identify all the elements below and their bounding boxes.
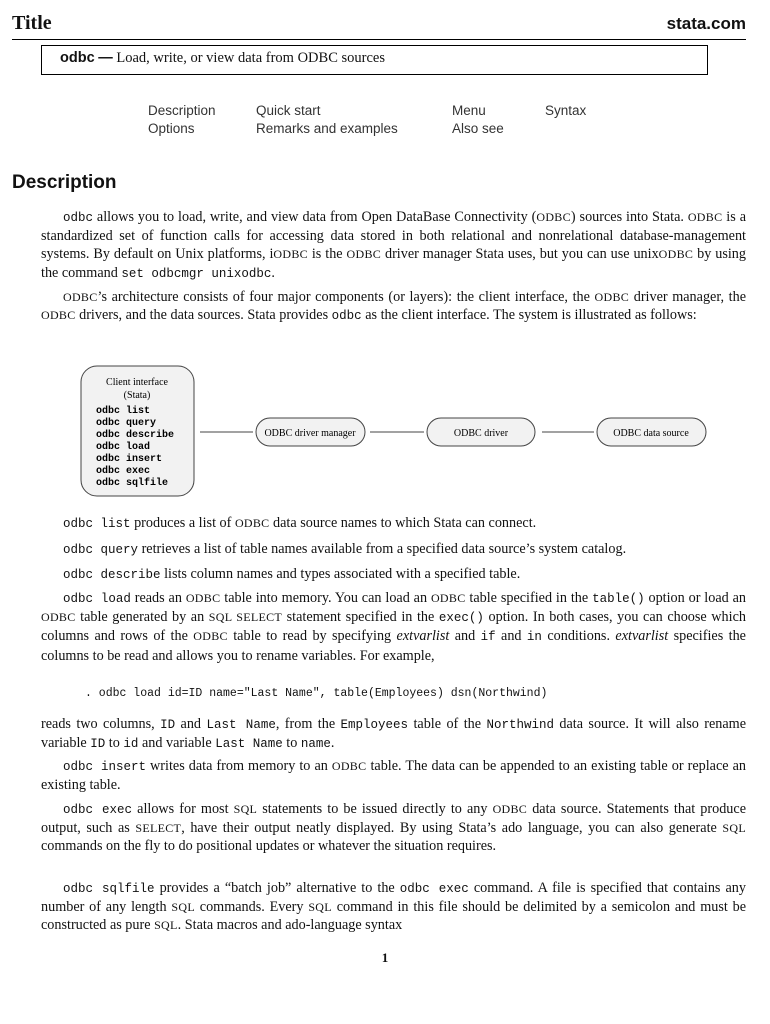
nav-link-also-see[interactable]: Also see xyxy=(452,121,504,136)
diagram-command: odbc exec xyxy=(96,466,151,477)
nav-link-menu[interactable]: Menu xyxy=(452,103,486,118)
header-rule xyxy=(12,39,746,40)
paragraph-architecture: ODBC’s architecture consists of four major components (or layers): the client interface, the ODBC driver manager, the ODBC drivers, and the data sources. Stata provides odbc as the client interface. The system is illustrated as follows: xyxy=(41,289,746,324)
driver-manager-label: ODBC driver manager xyxy=(264,428,356,439)
client-interface-title: Client interface xyxy=(106,377,168,388)
section-title: Title xyxy=(12,12,52,34)
paragraph-load: odbc load reads an ODBC table into memory. You can load an ODBC table specified in the table() option or load an ODBC table generated by an SQL SELECT statement specified in the exec() option. In both cases, you can choose which columns and rows of the ODBC table to read by specifying extvarlist and if and in conditions. extvarlist specifies the columns to be read and allows you to rename variables. For example, xyxy=(41,590,747,664)
client-interface-subtitle: (Stata) xyxy=(123,390,151,401)
driver-label: ODBC driver xyxy=(453,428,509,439)
odbc-architecture-diagram xyxy=(0,355,770,505)
paragraph-insert: odbc insert writes data from memory to an ODBC table. The data can be appended to an existing table or replace an existing table. xyxy=(41,758,746,794)
paragraph-describe: odbc describe lists column names and types associated with a specified table. xyxy=(63,566,521,582)
title-dash: — xyxy=(98,50,113,66)
nav-link-description[interactable]: Description xyxy=(148,103,216,118)
diagram-command: odbc list xyxy=(96,406,151,417)
paragraph-exec: odbc exec allows for most SQL statements to be issued directly to any ODBC data source. Statements that produce output, such as SELECT, have their output neatly displayed. By using Stata’s ado language, you can also generate SQL commands on the fly to do positional updates or whatever the situation requires. xyxy=(41,801,746,855)
command-description: Load, write, or view data from ODBC sources xyxy=(116,50,385,66)
paragraph-list: odbc list produces a list of ODBC data source names to which Stata can connect. xyxy=(63,515,537,531)
diagram-command: odbc describe xyxy=(96,430,175,441)
page-number: 1 xyxy=(381,950,389,965)
diagram-command: odbc insert xyxy=(96,454,163,465)
title-box xyxy=(41,45,708,75)
data-source-label: ODBC data source xyxy=(613,428,689,439)
diagram-command: odbc load xyxy=(96,442,151,453)
nav-link-quick-start[interactable]: Quick start xyxy=(256,103,321,118)
diagram-command: odbc sqlfile xyxy=(96,478,169,489)
site-name[interactable]: stata.com xyxy=(666,14,746,33)
paragraph-example-explanation: reads two columns, ID and Last Name, from the Employees table of the Northwind data source. It will also rename variable ID to id and variable Last Name to name. xyxy=(41,716,747,752)
paragraph-sqlfile: odbc sqlfile provides a “batch job” alternative to the odbc exec command. A file is specified that contains any number of any length SQL commands. Every SQL command in this file should be delimited by a semicolon and must be constructed as pure SQL. Stata macros and ado-language syntax xyxy=(41,880,747,934)
paragraph-query: odbc query retrieves a list of table names available from a specified data source’s system catalog. xyxy=(63,541,627,557)
command-name: odbc xyxy=(60,50,95,66)
example-command: . odbc load id=ID name="Last Name", table(Employees) dsn(Northwind) xyxy=(85,687,548,700)
nav-link-remarks[interactable]: Remarks and examples xyxy=(256,121,398,136)
diagram-command: odbc query xyxy=(96,418,157,429)
nav-link-options[interactable]: Options xyxy=(148,121,195,136)
section-heading: Description xyxy=(12,172,117,193)
nav-link-syntax[interactable]: Syntax xyxy=(545,103,587,118)
paragraph-intro: odbc allows you to load, write, and view data from Open DataBase Connectivity (ODBC) sources into Stata. ODBC is a standardized set of function calls for accessing data stored in both relational and nonrelational database-management systems. By default on Unix platforms, iODBC is the ODBC driver manager Stata uses, but you can use unixODBC by using the command set odbcmgr unixodbc. xyxy=(41,209,746,281)
